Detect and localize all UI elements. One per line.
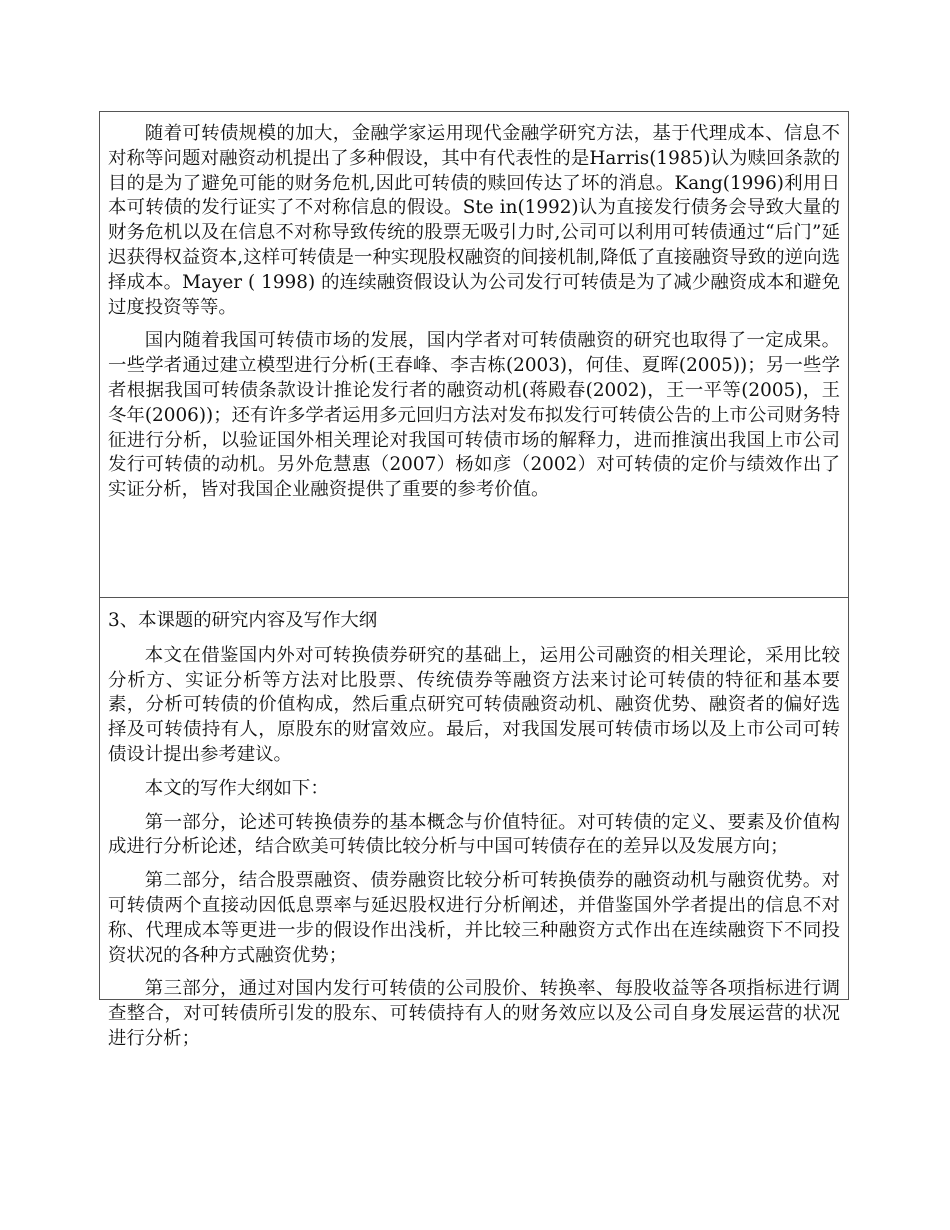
paragraph-research-approach: 本文在借鉴国内外对可转换债券研究的基础上，运用公司融资的相关理论，采用比较分析方、实证分析等方法对比股票、传统债券等融资方法来讨论可转债的特征和基本要素，分析可转债的价值构成，然后重点研究可转债融资动机、融资优势、融资者的偏好选择及可转债持有人，原股东的财富效应。最后，对我国发展可转债市场以及上市公司可转债设计提出参考建议。 xyxy=(108,644,840,765)
paragraph-outline-part-2: 第二部分，结合股票融资、债券融资比较分析可转换债券的融资动机与融资优势。对可转债两个直接动因低息票率与延迟股权进行分析阐述，并借鉴国外学者提出的信息不对称、代理成本等更进一步的假设作出浅析，并比较三种融资方式作出在连续融资下不同投资状况的各种方式融资优势； xyxy=(108,870,840,966)
table-divider xyxy=(100,597,848,598)
paragraph-outline-part-3: 第三部分，通过对国内发行可转债的公司股价、转换率、每股收益等各项指标进行调查整合，对可转债所引发的股东、可转债持有人的财务效应以及公司自身发展运营的状况进行分析； xyxy=(108,978,840,1049)
section-heading: 3、本课题的研究内容及写作大纲 xyxy=(108,610,378,631)
document-table xyxy=(99,111,849,1049)
paragraph-foreign-research: 随着可转债规模的加大，金融学家运用现代金融学研究方法，基于代理成本、信息不对称等问题对融资动机提出了多种假设，其中有代表性的是Harris(1985)认为赎回条款的目的是为了避免可能的财务危机,因此可转债的赎回传达了坏的消息。Kang(1996)利用日本可转债的发行证实了不对称信息的假设。Ste in(1992)认为直接发行债务会导致大量的财务危机以及在信息不对称导致传统的股票无吸引力时,公司可以利用可转债通过“后门”延迟获得权益资本,这样可转债是一种实现股权融资的间接机制,降低了直接融资导致的逆向选择成本。Mayer ( 1998) 的连续融资假设认为公司发行可转债是为了减少融资成本和避免过度投资等等。 xyxy=(108,123,840,318)
paragraph-outline-intro: 本文的写作大纲如下： xyxy=(144,777,329,799)
paragraph-domestic-research: 国内随着我国可转债市场的发展，国内学者对可转债融资的研究也取得了一定成果。一些学者通过建立模型进行分析(王春峰、李吉栋(2003)，何佳、夏晖(2005))；另一些学者根据我国可转债条款设计推论发行者的融资动机(蒋殿春(2002)，王一平等(2005)，王冬年(2006))；还有许多学者运用多元回归方法对发布拟发行可转债公告的上市公司财务特征进行分析，以验证国外相关理论对我国可转债市场的解释力，进而推演出我国上市公司发行可转债的动机。另外危慧惠（2007）杨如彦（2002）对可转债的定价与绩效作出了实证分析，皆对我国企业融资提供了重要的参考价值。 xyxy=(108,330,840,501)
literature-review-cell xyxy=(108,122,840,512)
paragraph-outline-part-1: 第一部分，论述可转换债券的基本概念与价值特征。对可转债的定义、要素及价值构成进行分析论述，结合欧美可转债比较分析与中国可转债存在的差异以及发展方向； xyxy=(108,811,840,858)
research-content-cell xyxy=(108,609,840,1061)
